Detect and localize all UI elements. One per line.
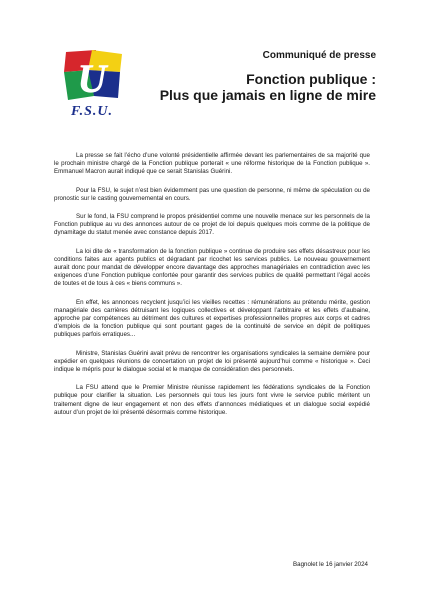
logo-letter: U: [77, 56, 107, 101]
document-body: [54, 152, 370, 427]
paragraph: La loi dite de « transformation de la fonction publique » continue de produire ses effets désastreux pour les conditions faites aux agents publics et dégradant par ricochet les services publics. Le nouveau gouvernement aurait donc pour mandat de développer encore davantage des approches managériales en contradiction avec les exigences d’une Fonction publique confortée pour garantir des services publics de qualité permettant l’égal accès de toutes et de tous à ces « biens communs ».: [54, 247, 370, 288]
paragraph: Ministre, Stanislas Guérini avait prévu de rencontrer les organisations syndicales la semaine dernière pour expédier en quelques réunions de concertation un projet de loi présenté aujourd’hui comme « historique ». Ceci indique le mépris pour le dialogue social et le manque de considération des personnels.: [54, 349, 370, 374]
document-title-line-1: Fonction publique :: [246, 71, 376, 87]
paragraph: En effet, les annonces recyclent jusqu’ici les vieilles recettes : rémunérations au prétendu mérite, gestion managériale des carrières détruisant les logiques collectives et développant l’arbitraire et les effets d’aubaine, approche par compétences au détriment des cultures et expertises professionnelles propres aux corps et cadres d’emplois de la fonction publique qui sont pourtant gages de la continuité de service en dépit de politiques publiques parfois erratiques...: [54, 298, 370, 339]
paragraph: Pour la FSU, le sujet n’est bien évidemment pas une question de personne, ni même de spéculation ou de pronostic sur le casting gouvernemental en cours.: [54, 186, 370, 202]
document-title-line-2: Plus que jamais en ligne de mire: [159, 87, 376, 103]
document-kicker: Communiqué de presse: [262, 50, 376, 61]
logo-name: F.S.U.: [71, 104, 113, 119]
paragraph: La presse se fait l’écho d’une volonté présidentielle affirmée devant les parlementaires de sa majorité que le prochain ministre chargé de la Fonction publique porterait « une réforme historique de la Fonction publique ». Emmanuel Macron aurait indiqué que ce serait Stanislas Guérini.: [54, 152, 370, 176]
paragraph: Sur le fond, la FSU comprend le propos présidentiel comme une nouvelle menace sur les personnels de la Fonction publique au vu des annonces autour de ce projet de loi depuis quelques mois comme de la politique de dynamitage du statut menée avec constance depuis 2017.: [54, 213, 370, 237]
fsu-logo: [56, 48, 128, 124]
header: [160, 50, 376, 103]
paragraph: La FSU attend que le Premier Ministre réunisse rapidement les fédérations syndicales de la Fonction publique pour clarifier la situation. Les personnels qui tous les jours font vivre le service public méritent un traitement digne de leur engagement et non des effets d’annonces médiatiques et un dialogue social expédié autour d’un projet de loi présenté désormais comme historique.: [54, 384, 370, 416]
signature-date: Bagnolet le 16 janvier 2024: [293, 561, 368, 568]
fsu-logo-mark: [56, 48, 128, 104]
